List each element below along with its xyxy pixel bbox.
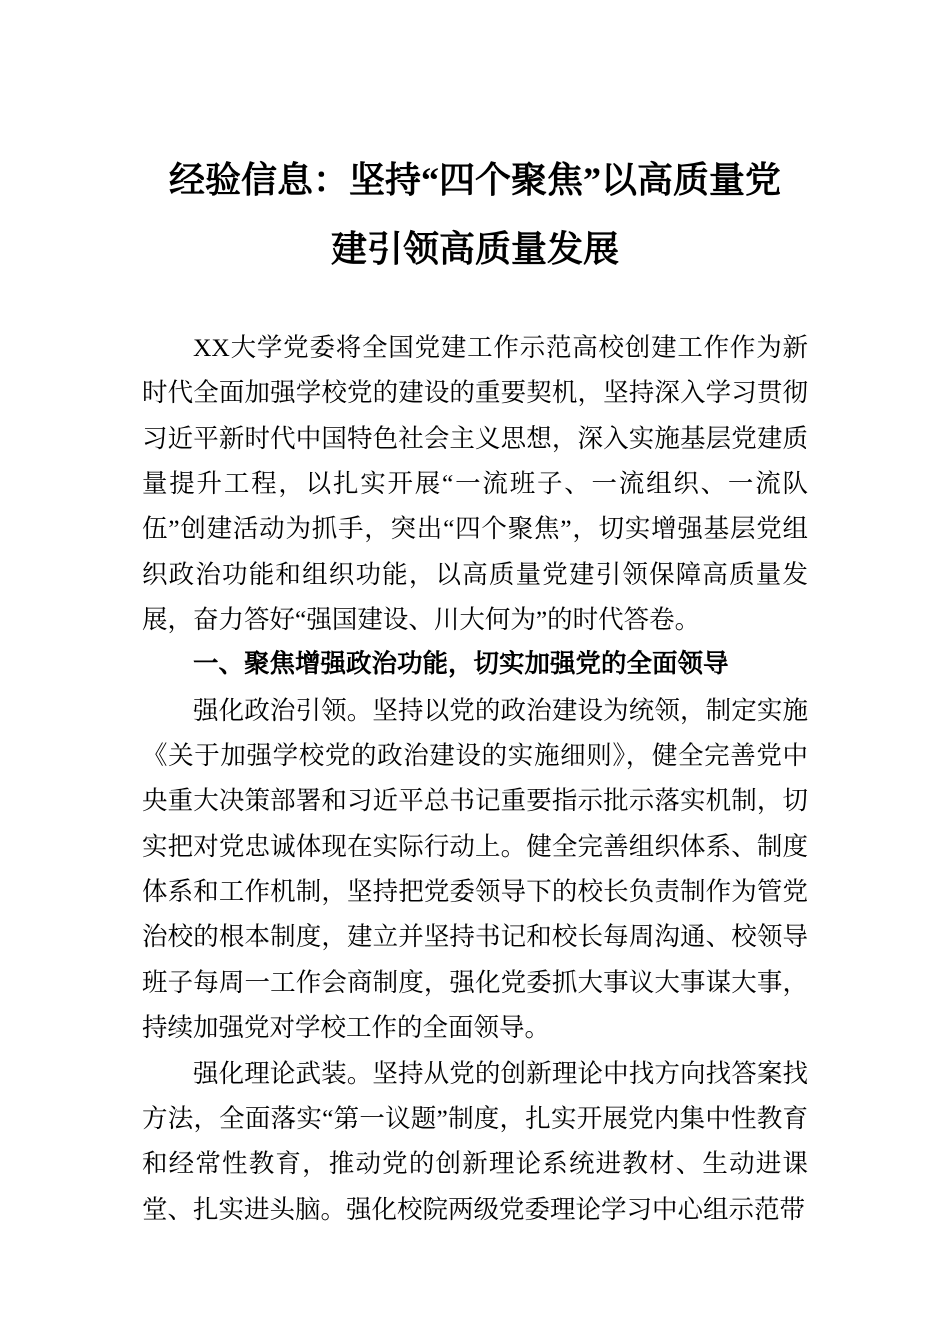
title-line-2: 建引领高质量发展: [330, 229, 619, 269]
title-line-1: 经验信息：坚持“四个聚焦”以高质量党: [168, 160, 781, 200]
document-body: [142, 325, 808, 1232]
body-paragraph: XX大学党委将全国党建工作示范高校创建工作作为新时代全面加强学校党的建设的重要契机，坚持深入学习贯彻习近平新时代中国特色社会主义思想，深入实施基层党建质量提升工程，以扎实开展“一流班子、一流组织、一流队伍”创建活动为抓手，突出“四个聚焦”，切实增强基层党组织政治功能和组织功能，以高质量党建引领保障高质量发展，奋力答好“强国建设、川大何为”的时代答卷。: [142, 333, 808, 635]
section-heading: 一、聚焦增强政治功能，切实加强党的全面领导: [193, 650, 729, 679]
document-title: [142, 146, 808, 284]
body-paragraph: 强化政治引领。坚持以党的政治建设为统领，制定实施《关于加强学校党的政治建设的实施细则》，健全完善党中央重大决策部署和习近平总书记重要指示批示落实机制，切实把对党忠诚体现在实际行动上。健全完善组织体系、制度体系和工作机制，坚持把党委领导下的校长负责制作为管党治校的根本制度，建立并坚持书记和校长每周沟通、校领导班子每周一工作会商制度，强化党委抓大事议大事谋大事，持续加强党对学校工作的全面领导。: [142, 695, 808, 1043]
body-paragraph: 强化理论武装。坚持从党的创新理论中找方向找答案找方法，全面落实“第一议题”制度，扎实开展党内集中性教育和经常性教育，推动党的创新理论系统进教材、生动进课堂、扎实进头脑。强化校院两级党委理论学习中心组示范带: [142, 1058, 808, 1224]
